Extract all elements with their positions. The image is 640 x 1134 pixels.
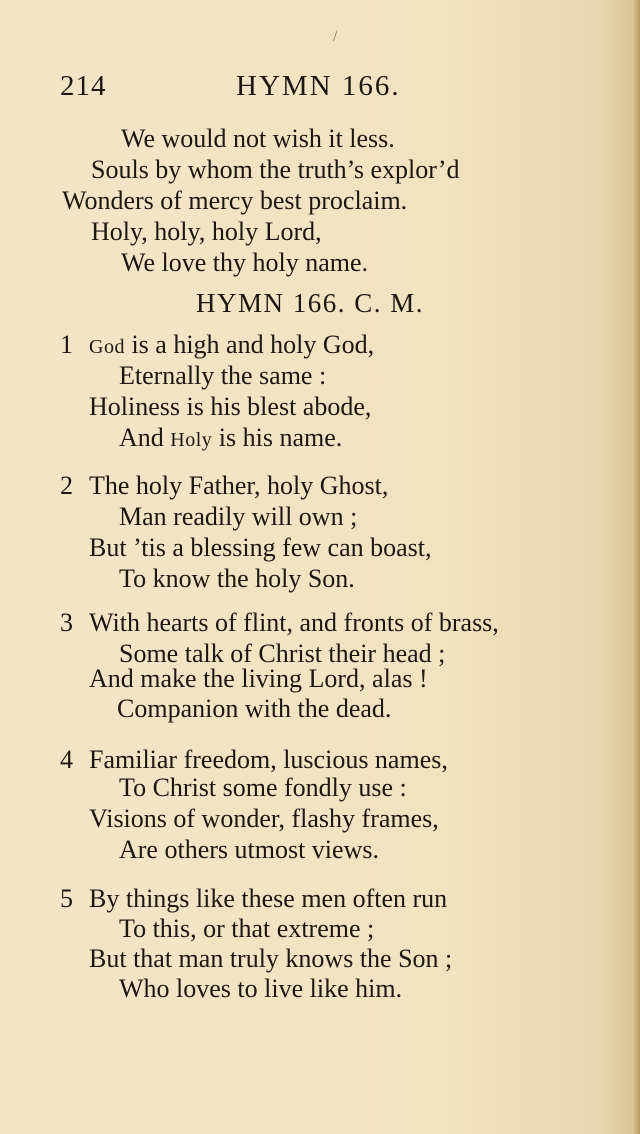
continuation-line: Wonders of mercy best proclaim. [62,186,408,215]
verse-number: 1 [60,330,73,359]
verse-number: 4 [60,745,73,774]
verse-line-text: And [119,423,171,452]
running-title: HYMN 166. [236,70,401,102]
verse-line: By things like these men often run [89,884,448,913]
verse-line: Holiness is his blest abode, [89,392,372,421]
page-edge [634,0,640,1134]
verse-line: Eternally the same : [119,361,327,390]
verse-line: To know the holy Son. [119,564,355,593]
continuation-line: Souls by whom the truth’s explor’d [91,155,460,184]
page-header [0,70,640,110]
verse-line [89,330,374,360]
verse-line: But that man truly knows the Son ; [89,944,453,973]
verse-line: With hearts of flint, and fronts of brass, [89,608,499,637]
printer-mark: / [333,28,338,45]
hymn-title: HYMN 166. C. M. [196,288,425,318]
small-caps-word: God [89,336,125,358]
verse-line: The holy Father, holy Ghost, [89,471,389,500]
small-caps-word: Holy [170,429,213,451]
verse-number: 2 [60,471,73,500]
verse-line: Man readily will own ; [119,502,358,531]
verse-line: Visions of wonder, flashy frames, [89,804,439,833]
continuation-line: We would not wish it less. [121,124,395,153]
verse-line-text: is his name. [212,423,343,452]
continuation-line: We love thy holy name. [121,248,369,277]
verse-line: Who loves to live like him. [119,974,403,1003]
verse-number: 3 [60,608,73,637]
page-number: 214 [60,70,107,102]
verse-line: Some talk of Christ their head ; [119,639,446,668]
verse-line: To Christ some fondly use : [119,773,407,802]
verse-line: Companion with the dead. [117,694,392,723]
verse-line: But ’tis a blessing few can boast, [89,533,432,562]
verse-number: 5 [60,884,73,913]
continuation-line: Holy, holy, holy Lord, [91,217,322,246]
verse-line [119,423,342,453]
verse-line: And make the living Lord, alas ! [89,664,428,693]
verse-line-text: is a high and holy God, [124,330,375,359]
verse-line: To this, or that extreme ; [119,914,375,943]
verse-line: Are others utmost views. [119,835,379,864]
verse-line: Familiar freedom, luscious names, [89,745,448,774]
